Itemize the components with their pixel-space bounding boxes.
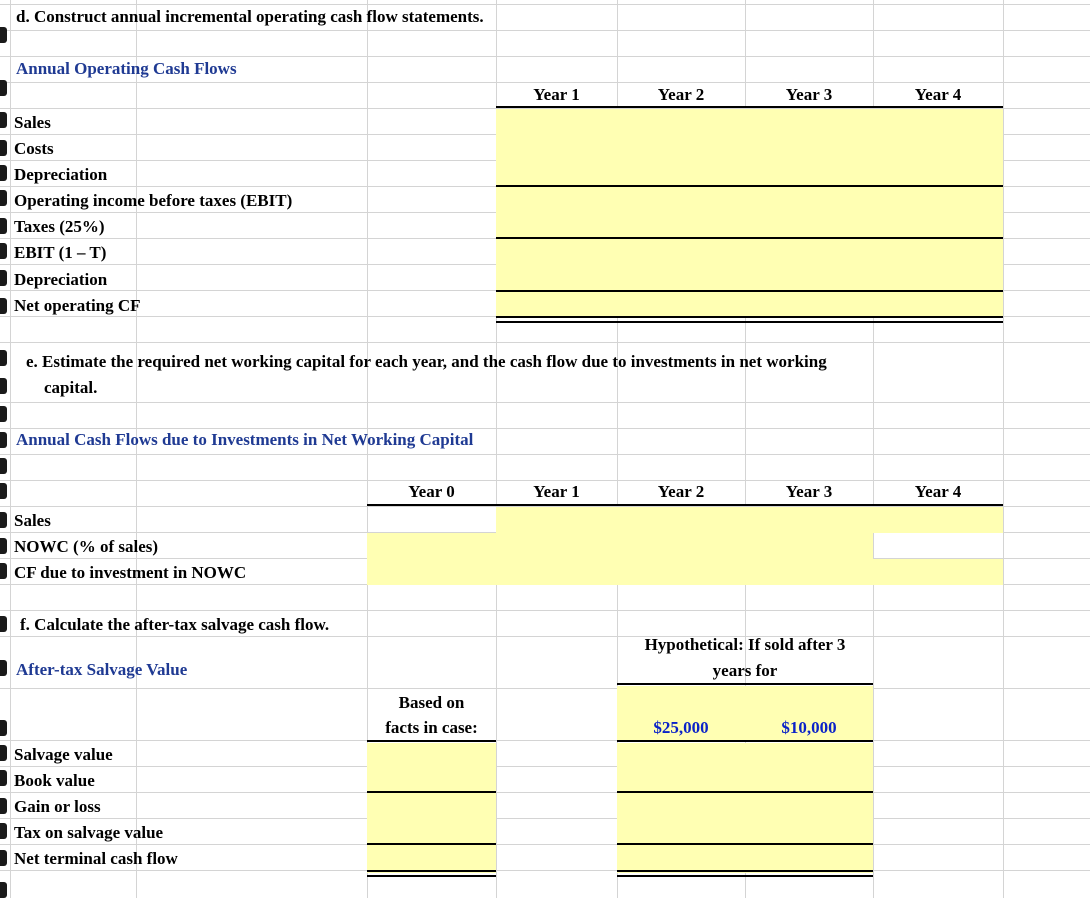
salvage-base-input[interactable] xyxy=(367,743,496,873)
row-label-salvage-value: Salvage value xyxy=(14,745,113,764)
header-underline xyxy=(367,740,496,742)
nwc-pct-input[interactable] xyxy=(367,533,873,559)
col-header-year-0: Year 0 xyxy=(408,482,455,501)
row-label-costs: Costs xyxy=(14,139,54,158)
row-label-sales: Sales xyxy=(14,113,51,132)
row-label-net-operating-cf: Net operating CF xyxy=(14,296,141,315)
hypothetical-label-line1: Hypothetical: If sold after 3 xyxy=(644,635,846,654)
operating-cf-input-area[interactable] xyxy=(496,109,1003,317)
row-label-gain-or-loss: Gain or loss xyxy=(14,797,101,816)
section-f-heading: f. Calculate the after-tax salvage cash flow. xyxy=(20,615,330,634)
nwc-cf-input[interactable] xyxy=(367,559,1003,585)
subtotal-line xyxy=(496,185,1003,187)
section-e-heading-line2: capital. xyxy=(44,378,98,397)
col-header-year-1: Year 1 xyxy=(533,85,580,104)
col-header-year-2: Year 2 xyxy=(657,482,705,501)
row-label-nwc-sales: Sales xyxy=(14,511,51,530)
double-underline-bottom xyxy=(367,875,496,877)
nwc-sales-input[interactable] xyxy=(496,507,1003,533)
row-label-depreciation: Depreciation xyxy=(14,165,108,184)
col-header-year-2: Year 2 xyxy=(657,85,705,104)
subtotal-line xyxy=(367,843,496,845)
col-header-year-4: Year 4 xyxy=(914,85,962,104)
section-d-heading: d. Construct annual incremental operating cash flow statements. xyxy=(16,7,484,26)
subtotal-line xyxy=(617,791,873,793)
row-label-cf-nowc: CF due to investment in NOWC xyxy=(14,563,247,582)
row-label-ebit: Operating income before taxes (EBIT) xyxy=(14,191,293,210)
hypothetical-underline xyxy=(617,683,873,685)
col-header-year-4: Year 4 xyxy=(914,482,962,501)
row-label-tax-on-salvage: Tax on salvage value xyxy=(14,823,164,842)
salvage-title: After-tax Salvage Value xyxy=(16,660,188,679)
col-header-year-3: Year 3 xyxy=(785,482,833,501)
subtotal-line xyxy=(617,843,873,845)
subtotal-line xyxy=(367,791,496,793)
operating-cf-title: Annual Operating Cash Flows xyxy=(16,59,237,78)
header-underline xyxy=(496,106,1003,108)
nwc-title: Annual Cash Flows due to Investments in Net Working Capital xyxy=(16,430,474,449)
double-underline-top xyxy=(617,870,873,872)
hypothetical-price-2[interactable]: $10,000 xyxy=(781,718,837,737)
double-underline-bottom xyxy=(617,875,873,877)
row-label-ebit-1-t: EBIT (1 – T) xyxy=(14,243,107,262)
header-underline xyxy=(617,740,873,742)
row-label-depreciation-addback: Depreciation xyxy=(14,270,108,289)
subtotal-line xyxy=(496,290,1003,292)
double-underline-top xyxy=(367,870,496,872)
based-on-label-line1: Based on xyxy=(398,693,465,712)
double-underline-top xyxy=(496,316,1003,318)
salvage-hypothetical-input[interactable] xyxy=(617,743,873,873)
based-on-label-line2: facts in case: xyxy=(385,718,478,737)
section-e-heading-line1: e. Estimate the required net working capital for each year, and the cash flow due to investments in net working xyxy=(26,352,827,371)
row-label-book-value: Book value xyxy=(14,771,95,790)
row-label-taxes: Taxes (25%) xyxy=(14,217,105,236)
col-header-year-1: Year 1 xyxy=(533,482,580,501)
subtotal-line xyxy=(496,237,1003,239)
row-label-nowc-pct: NOWC (% of sales) xyxy=(14,537,159,556)
hypothetical-price-1[interactable]: $25,000 xyxy=(653,718,709,737)
header-underline xyxy=(367,504,1003,506)
hypothetical-label-line2: years for xyxy=(712,661,778,680)
row-label-net-terminal-cf: Net terminal cash flow xyxy=(14,849,178,868)
double-underline-bottom xyxy=(496,321,1003,323)
col-header-year-3: Year 3 xyxy=(785,85,833,104)
